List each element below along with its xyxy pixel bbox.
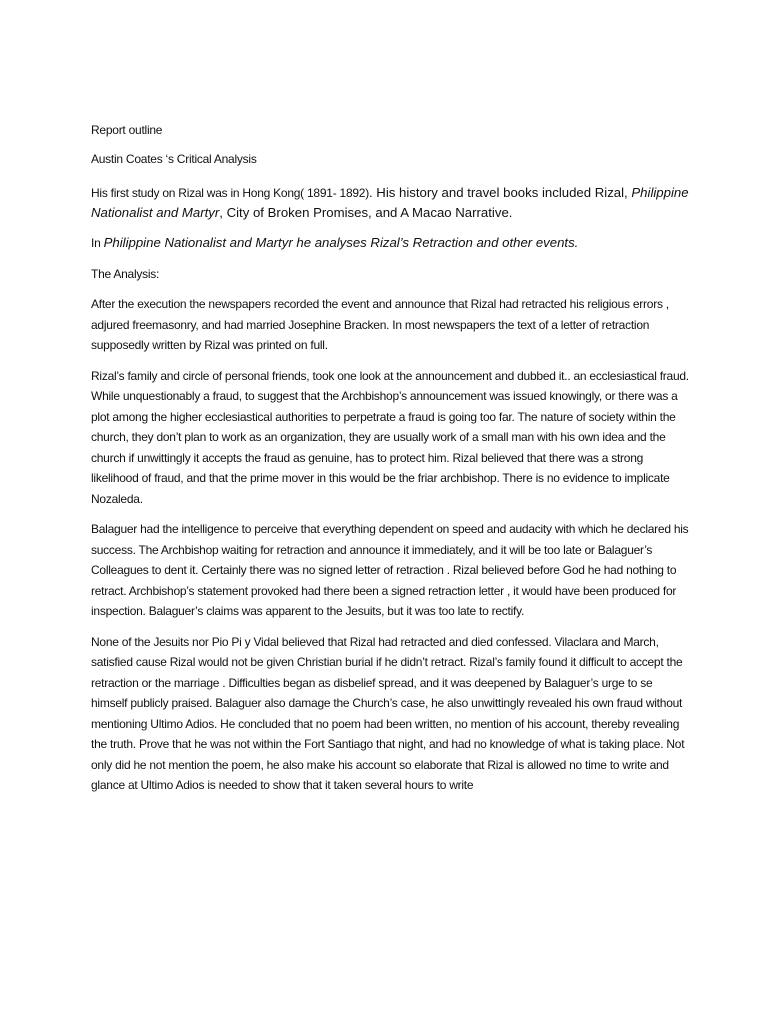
intro-rest-text-1: . His history and travel books included Rizal, [368, 185, 632, 200]
analysis-intro-lead: In [91, 236, 104, 250]
body-paragraph-4: None of the Jesuits nor Pio Pi y Vidal believed that Rizal had retracted and died confessed. Vilaclara and March, satisfied cause Rizal would not be given Christian burial if he didn’t retract. Rizal’s family found it difficult to accept the retraction or the marriage . Difficulties began as disbelief spread, and it was deepened by Balaguer’s urge to se himself publicly praised. Balaguer also damage the Church’s case, he also unwittingly revealed his own fraud without mentioning Ultimo Adios. He concluded that no poem had been written, no mention of his account, thereby revealing the truth. Prove that he was not within the Fort Santiago that night, and had no knowledge of what is taking place. Not only did he not mention the poem, he also make his account so elaborate that Rizal is allowed no time to write and glance at Ultimo Adios is needed to show that it taken several hours to write [91, 634, 685, 792]
analysis-intro-line [91, 233, 691, 254]
body-paragraph-1: After the execution the newspapers recorded the event and announce that Rizal had retracted his religious errors , adjured freemasonry, and had married Josephine Bracken. In most newspapers the text of a letter of retraction supposedly written by Rizal was printed on full. [91, 297, 669, 352]
intro-paragraph [91, 183, 691, 223]
document-page [91, 118, 691, 806]
intro-book-title: Philippine Nationalist and Martyr [91, 185, 689, 220]
report-outline-heading: Report outline [91, 123, 163, 137]
body-paragraph-2: Rizal’s family and circle of personal friends, took one look at the announcement and dubbed it.. an ecclesiastical fraud. While unquestionably a fraud, to suggest that the Archbishop’s announcement was issued knowingly, or there was a plot among the higher ecclesiastical authorities to perpetrate a fraud is going too far. The nature of society within the church, they don’t plan to work as an organization, they are usually work of a small man with his own idea and the church if unwittingly it accepts the fraud as genuine, has to protect him. Rizal believed that there was a strong likelihood of fraud, and that the prime mover in this would be the friar archbishop. There is no evidence to implicate Nozaleda. [91, 368, 689, 506]
analysis-intro-italic: Philippine Nationalist and Martyr he analyses Rizal’s Retraction and other events. [103, 235, 579, 250]
intro-lead-text: His first study on Rizal was in Hong Kong( 1891- 1892) [91, 186, 369, 200]
analysis-heading: The Analysis: [91, 266, 160, 281]
author-heading: Austin Coates ‘s Critical Analysis [91, 151, 257, 166]
body-paragraph-3: Balaguer had the intelligence to perceive that everything dependent on speed and audacity with which he declared his success. The Archbishop waiting for retraction and announce it immediately, and it will be too late or Balaguer’s Colleagues to dent it. Certainly there was no signed letter of retraction . Rizal believed before God he had nothing to retract. Archbishop’s statement provoked had there been a signed retraction letter , it would have been produced for inspection. Balaguer’s claims was apparent to the Jesuits, but it was too late to rectify. [91, 522, 689, 618]
intro-rest-text-2: , City of Broken Promises, and A Macao Narrative. [219, 205, 513, 220]
